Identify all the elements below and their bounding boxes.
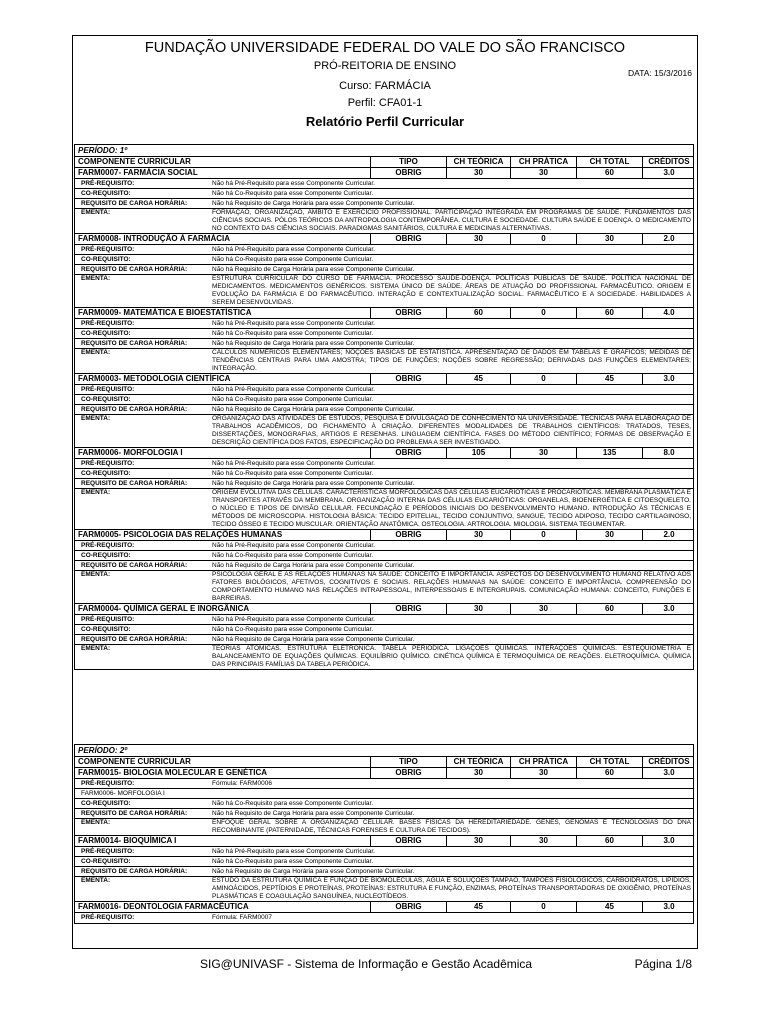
component-ch-pratica: 30 — [510, 168, 576, 178]
ementa-row — [75, 645, 693, 669]
component-row — [75, 604, 693, 615]
component-ch-teorica: 60 — [446, 308, 510, 318]
ementa-label: EMENTA: — [81, 275, 111, 282]
component-name: FARM0007- FARMÁCIA SOCIAL — [78, 168, 198, 177]
col-ch-pratica: CH PRÁTICA — [510, 157, 576, 167]
carga-label: REQUISITO DE CARGA HORÁRIA: — [81, 636, 188, 643]
component-creditos: 3.0 — [642, 768, 695, 778]
component-row — [75, 836, 693, 847]
pre-requisito-row — [75, 319, 693, 329]
component-ch-pratica: 0 — [510, 374, 576, 384]
component-ch-total: 30 — [576, 530, 642, 540]
pre-value: Não há Pré-Requisito para esse Componente Curricular. — [212, 542, 375, 549]
component-ch-teorica: 45 — [446, 374, 510, 384]
pre-label: PRÉ-REQUISITO: — [81, 460, 135, 467]
pre-value: Não há Pré-Requisito para esse Componente Curricular. — [212, 180, 375, 187]
component-ch-pratica: 30 — [510, 604, 576, 614]
col-ch-teorica: CH TEÓRICA — [446, 157, 510, 167]
co-label: CO-REQUISITO: — [81, 330, 131, 337]
pre-value: Não há Pré-Requisito para esse Componente Curricular. — [212, 460, 375, 467]
pre-label: PRÉ-REQUISITO: — [81, 780, 135, 787]
carga-row — [75, 809, 693, 819]
ementa-label: EMENTA: — [81, 645, 111, 652]
pre-value: Não há Pré-Requisito para esse Componente Curricular. — [212, 246, 375, 253]
pre-requisito-row — [75, 179, 693, 189]
pre-label: PRÉ-REQUISITO: — [81, 616, 135, 623]
carga-label: REQUISITO DE CARGA HORÁRIA: — [81, 480, 188, 487]
co-label: CO-REQUISITO: — [81, 256, 131, 263]
component-name: FARM0005- PSICOLOGIA DAS RELAÇÕES HUMANAS — [78, 530, 283, 539]
ementa-label: EMENTA: — [81, 349, 111, 356]
co-label: CO-REQUISITO: — [81, 552, 131, 559]
co-requisito-row — [75, 799, 693, 809]
ementa-row — [75, 275, 693, 308]
component-tipo: OBRIG — [370, 374, 446, 384]
component-ch-teorica: 30 — [446, 836, 510, 846]
component-tipo: OBRIG — [370, 768, 446, 778]
co-value: Não há Co-Requisito para esse Componente Curricular. — [212, 396, 374, 403]
pre-requisito-row — [75, 541, 693, 551]
curriculum-profile: Perfil: CFA01-1 — [347, 97, 423, 109]
ementa-value: ENFOQUE GERAL SOBRE A ORGANIZAÇÃO CELULAR. BASES FÍSICAS DA HEREDITARIEDADE. GENES, GENOMAS E TECNOLOGIAS DO DNA RECOMBINANTE (PATERNIDADE, TÉCNICAS FORENSES E CULTURA DE TECIDOS). — [212, 819, 691, 834]
carga-label: REQUISITO DE CARGA HORÁRIA: — [81, 810, 188, 817]
carga-row — [75, 867, 693, 877]
component-name: FARM0004- QUÍMICA GERAL E INORGÂNICA — [78, 604, 250, 613]
component-ch-pratica: 30 — [510, 448, 576, 458]
pre-requisito-row — [75, 779, 693, 789]
pre-requisito-detail: FARM0006- MORFOLOGIA I — [75, 789, 693, 799]
component-tipo: OBRIG — [370, 902, 446, 912]
carga-row — [75, 199, 693, 209]
component-ch-total: 60 — [576, 308, 642, 318]
pre-requisito-row — [75, 459, 693, 469]
col-componente: COMPONENTE CURRICULAR — [78, 157, 191, 166]
carga-value: Não há Requisito de Carga Horária para esse Componente Curricular. — [212, 810, 415, 817]
pre-value: Fórmula: FARM0007 — [212, 914, 272, 921]
co-label: CO-REQUISITO: — [81, 800, 131, 807]
carga-value: Não há Requisito de Carga Horária para esse Componente Curricular. — [212, 406, 415, 413]
col-ch-pratica: CH PRÁTICA — [510, 757, 576, 767]
pre-label: PRÉ-REQUISITO: — [81, 180, 135, 187]
component-ch-pratica: 30 — [510, 768, 576, 778]
pre-requisito-row — [75, 385, 693, 395]
component-name: FARM0008- INTRODUÇÃO À FARMÁCIA — [78, 234, 231, 243]
carga-value: Não há Requisito de Carga Horária para esse Componente Curricular. — [212, 636, 415, 643]
carga-row — [75, 339, 693, 349]
carga-row — [75, 479, 693, 489]
pre-value: Não há Pré-Requisito para esse Componente Curricular. — [212, 616, 375, 623]
component-ch-total: 135 — [576, 448, 642, 458]
course-name: Curso: FARMÁCIA — [339, 80, 431, 92]
co-requisito-row — [75, 551, 693, 561]
pre-value: Fórmula: FARM0006 — [212, 780, 272, 787]
ementa-row — [75, 349, 693, 374]
co-label: CO-REQUISITO: — [81, 858, 131, 865]
ementa-value: ORGANIZAÇÃO DAS ATIVIDADES DE ESTUDOS, PESQUISA E DIVULGAÇÃO DE CONHECIMENTO NA UNIVERSIDADE. TÉCNICAS PARA ELABORAÇÃO DE TRABALHOS ACADÊMICOS, DO FICHAMENTO À CRIAÇÃO. DIFERENTES MODALIDADES DE TRABALHOS CIENTÍFICOS: TRATADOS, TESES, DISSERTAÇÕES, MONOGRAFIAS, ARTIGOS E RESENHAS. LINGUAGEM CIENTÍFICA. FASES DO MÉTODO CIENTÍFICO; FORMAS DE OBSERVAÇÃO E DESCRIÇÃO CIENTÍFICA DOS FATOS, ESPECIFICAÇÃO DO PROBLEMA A SER INVESTIGADO. — [212, 415, 691, 446]
carga-row — [75, 405, 693, 415]
carga-row — [75, 635, 693, 645]
co-requisito-row — [75, 625, 693, 635]
carga-label: REQUISITO DE CARGA HORÁRIA: — [81, 200, 188, 207]
pre-value: Não há Pré-Requisito para esse Componente Curricular. — [212, 848, 375, 855]
carga-label: REQUISITO DE CARGA HORÁRIA: — [81, 562, 188, 569]
ementa-value: CÁLCULOS NUMÉRICOS ELEMENTARES; NOÇÕES BÁSICAS DE ESTATÍSTICA. APRESENTAÇÃO DE DADOS EM TABELAS E GRÁFICOS; MEDIDAS DE TENDÊNCIAS CENTRAIS PARA UMA AMOSTRA; TIPOS DE FUNÇÕES; NOÇÕES SOBRE REGRESSÃO; DERIVADAS DAS FUNÇÕES ELEMENTARES; INTEGRAÇÃO. — [212, 349, 691, 372]
system-name: SIG@UNIVASF - Sistema de Informação e Gestão Acadêmica — [200, 957, 533, 971]
pre-label: PRÉ-REQUISITO: — [81, 542, 135, 549]
component-ch-total: 60 — [576, 604, 642, 614]
pre-requisito-row — [75, 913, 693, 923]
component-tipo: OBRIG — [370, 234, 446, 244]
component-creditos: 3.0 — [642, 168, 695, 178]
component-creditos: 8.0 — [642, 448, 695, 458]
carga-value: Não há Requisito de Carga Horária para esse Componente Curricular. — [212, 340, 415, 347]
ementa-label: EMENTA: — [81, 415, 111, 422]
ementa-value: PSICOLOGIA GERAL E AS RELAÇÕES HUMANAS NA SAÚDE: CONCEITO E IMPORTÂNCIA. ASPECTOS DO DESENVOLVIMENTO HUMANO RELATIVO AOS FATORES BIOLÓGICOS, AFETIVOS, COGNITIVOS E SOCIAIS. RELAÇÕES HUMANAS NA SAÚDE: CONCEITO E IMPORTÂNCIA. COMPREENSÃO DO COMPORTAMENTO HUMANO NAS RELAÇÕES INTRAPESSOAL, INTERPESSOAIS E INTERGRUPAIS. COMUNICAÇÃO HUMANA: CONCEITO, FUNÇÕES E BARREIRAS. — [212, 571, 691, 602]
co-label: CO-REQUISITO: — [81, 626, 131, 633]
report-date: DATA: 15/3/2016 — [628, 68, 692, 78]
pre-label: PRÉ-REQUISITO: — [81, 914, 135, 921]
col-tipo: TIPO — [370, 157, 446, 167]
ementa-row — [75, 489, 693, 530]
component-tipo: OBRIG — [370, 836, 446, 846]
report-header — [72, 35, 698, 135]
component-row — [75, 768, 693, 779]
col-tipo: TIPO — [370, 757, 446, 767]
col-creditos: CRÉDITOS — [642, 757, 695, 767]
col-ch-total: CH TOTAL — [576, 757, 642, 767]
component-ch-teorica: 30 — [446, 604, 510, 614]
component-name: FARM0003- METODOLOGIA CIENTÍFICA — [78, 374, 231, 383]
component-name: FARM0009- MATEMÁTICA E BIOESTATÍSTICA — [78, 308, 252, 317]
co-value: Não há Co-Requisito para esse Componente Curricular. — [212, 858, 374, 865]
co-value: Não há Co-Requisito para esse Componente Curricular. — [212, 626, 374, 633]
ementa-label: EMENTA: — [81, 209, 111, 216]
component-tipo: OBRIG — [370, 604, 446, 614]
component-tipo: OBRIG — [370, 448, 446, 458]
department: PRÓ-REITORIA DE ENSINO — [313, 60, 457, 72]
co-requisito-row — [75, 255, 693, 265]
component-creditos: 3.0 — [642, 374, 695, 384]
pre-requisito-row — [75, 615, 693, 625]
component-name: FARM0006- MORFOLOGIA I — [78, 448, 183, 457]
ementa-label: EMENTA: — [81, 571, 111, 578]
col-componente: COMPONENTE CURRICULAR — [78, 757, 191, 766]
co-label: CO-REQUISITO: — [81, 190, 131, 197]
ementa-value: TEORIAS ATÔMICAS. ESTRUTURA ELETRÔNICA. TABELA PERIÓDICA. LIGAÇÕES QUÍMICAS. INTERAÇÕES QUÍMICAS. ESTEQUIOMETRIA E BALANCEAMENTO DE EQUAÇÕES QUÍMICAS. EQUILÍBRIO QUÍMICO. CINÉTICA QUÍMICA E TERMOQUÍMICA DE REAÇÕES. ELETROQUÍMICA. QUÍMICA DAS PRINCIPAIS FAMÍLIAS DA TABELA PERIÓDICA. — [212, 645, 691, 668]
co-requisito-row — [75, 329, 693, 339]
component-creditos: 3.0 — [642, 604, 695, 614]
ementa-label: EMENTA: — [81, 819, 111, 826]
ementa-row — [75, 819, 693, 836]
carga-value: Não há Requisito de Carga Horária para esse Componente Curricular. — [212, 562, 415, 569]
co-requisito-row — [75, 189, 693, 199]
institution-name: FUNDAÇÃO UNIVERSIDADE FEDERAL DO VALE DO SÃO FRANCISCO — [144, 40, 626, 56]
ementa-row — [75, 415, 693, 448]
pre-value: Não há Pré-Requisito para esse Componente Curricular. — [212, 386, 375, 393]
component-ch-pratica: 0 — [510, 308, 576, 318]
ementa-value: FORMAÇÃO, ORGANIZAÇÃO, ÂMBITO E EXERCÍCIO PROFISSIONAL. PARTICIPAÇÃO INTEGRADA EM PROGRAMAS DE SAÚDE. FUNDAMENTOS DAS CIÊNCIAS SOCIAIS. PÓLOS TEÓRICOS DA ANTROPOLOGIA CONTEMPORÂNEA. CULTURA E SOCIEDADE. CULTURA SAÚDE E DOENÇA. O MEDICAMENTO NO CONTEXTO DAS CIÊNCIAS SOCIAIS. PARADIGMAS SANITÁRIOS, CULTURA E MEDICINAS ALTERNATIVAS. — [212, 209, 691, 232]
ementa-value: ESTRUTURA CURRICULAR DO CURSO DE FARMÁCIA. PROCESSO SAÚDE-DOENÇA. POLÍTICAS PÚBLICAS DE SAÚDE. POLÍTICA NACIONAL DE MEDICAMENTOS. MEDICAMENTOS GENÉRICOS. SISTEMA ÚNICO DE SAÚDE. ÁREAS DE ATUAÇÃO DO PROFISSIONAL FARMACÊUTICO. ORIGEM E EVOLUÇÃO DA FARMÁCIA E DO FARMACÊUTICO. INTERAÇÃO E CONTEXTUALIZAÇÃO SOCIAL. FARMACÊUTICO E A SOCIEDADE. HABILIDADES A SEREM DESENVOLVIDAS. — [212, 275, 691, 306]
component-tipo: OBRIG — [370, 168, 446, 178]
component-creditos: 4.0 — [642, 308, 695, 318]
ementa-label: EMENTA: — [81, 489, 111, 496]
component-ch-pratica: 0 — [510, 530, 576, 540]
co-requisito-row — [75, 469, 693, 479]
pre-value: Não há Pré-Requisito para esse Componente Curricular. — [212, 320, 375, 327]
carga-row — [75, 265, 693, 275]
component-ch-teorica: 30 — [446, 768, 510, 778]
component-ch-total: 60 — [576, 768, 642, 778]
pre-label: PRÉ-REQUISITO: — [81, 320, 135, 327]
carga-label: REQUISITO DE CARGA HORÁRIA: — [81, 406, 188, 413]
carga-value: Não há Requisito de Carga Horária para esse Componente Curricular. — [212, 480, 415, 487]
component-row — [75, 234, 693, 245]
component-ch-teorica: 30 — [446, 168, 510, 178]
period-title: PERÍODO: 1º — [75, 145, 693, 157]
component-row — [75, 530, 693, 541]
component-ch-pratica: 0 — [510, 234, 576, 244]
co-value: Não há Co-Requisito para esse Componente Curricular. — [212, 552, 374, 559]
component-name: FARM0016- DEONTOLOGIA FARMACÊUTICA — [78, 902, 249, 911]
component-ch-pratica: 30 — [510, 836, 576, 846]
co-label: CO-REQUISITO: — [81, 396, 131, 403]
carga-row — [75, 561, 693, 571]
carga-label: REQUISITO DE CARGA HORÁRIA: — [81, 868, 188, 875]
carga-label: REQUISITO DE CARGA HORÁRIA: — [81, 266, 188, 273]
component-tipo: OBRIG — [370, 530, 446, 540]
pre-label: PRÉ-REQUISITO: — [81, 246, 135, 253]
col-creditos: CRÉDITOS — [642, 157, 695, 167]
co-requisito-row — [75, 857, 693, 867]
col-ch-total: CH TOTAL — [576, 157, 642, 167]
component-name: FARM0014- BIOQUÍMICA I — [78, 836, 177, 845]
component-name: FARM0015- BIOLOGIA MOLECULAR E GENÉTICA — [78, 768, 268, 777]
carga-value: Não há Requisito de Carga Horária para esse Componente Curricular. — [212, 266, 415, 273]
component-creditos: 2.0 — [642, 530, 695, 540]
co-label: CO-REQUISITO: — [81, 470, 131, 477]
component-ch-teorica: 30 — [446, 234, 510, 244]
component-row — [75, 308, 693, 319]
pre-requisito-row — [75, 847, 693, 857]
component-ch-pratica: 0 — [510, 902, 576, 912]
carga-label: REQUISITO DE CARGA HORÁRIA: — [81, 340, 188, 347]
co-value: Não há Co-Requisito para esse Componente Curricular. — [212, 256, 374, 263]
column-header-row — [75, 157, 693, 168]
component-ch-total: 60 — [576, 168, 642, 178]
component-ch-total: 45 — [576, 902, 642, 912]
component-row — [75, 374, 693, 385]
component-ch-teorica: 45 — [446, 902, 510, 912]
component-creditos: 3.0 — [642, 836, 695, 846]
co-requisito-row — [75, 395, 693, 405]
component-ch-total: 60 — [576, 836, 642, 846]
ementa-row — [75, 571, 693, 604]
component-ch-teorica: 30 — [446, 530, 510, 540]
pre-label: PRÉ-REQUISITO: — [81, 848, 135, 855]
ementa-value: ORIGEM EVOLUTIVA DAS CÉLULAS. CARACTERÍSTICAS MORFOLÓGICAS DAS CÉLULAS EUCARIÓTICAS E PROCARIÓTICAS. MEMBRANA PLASMÁTICA E TRANSPORTES ATRAVÉS DA MEMBRANA. ORGANIZAÇÃO INTERNA DAS CÉLULAS EUCARIÓTICAS: ORGANELAS, BIOENERGÉTICA E CITOESQUELETO. O NÚCLEO E TIPOS DE DIVISÃO CELULAR. FECUNDAÇÃO E PERÍODOS INICIAIS DO DESENVOLVIMENTO HUMANO. INTRODUÇÃO ÀS TÉCNICAS E MÉTODOS DE MICROSCOPIA. HISTOLOGIA BÁSICA: TECIDO EPITELIAL, TECIDO CONJUNTIVO, SANGUE, TECIDO ADIPOSO, TECIDO CARTILAGINOSO, TECIDO ÓSSEO E TECIDO MUSCULAR. ORIENTAÇÃO ANATÔMICA. OSTEOLOGIA. ARTROLOGIA. MIOLOGIA. SISTEMA TEGUMENTAR. — [212, 489, 691, 528]
period-section — [74, 744, 694, 924]
component-row — [75, 448, 693, 459]
component-row — [75, 902, 693, 913]
page-number: Página 1/8 — [634, 957, 692, 971]
component-row — [75, 168, 693, 179]
pre-requisito-row — [75, 245, 693, 255]
ementa-row — [75, 877, 693, 902]
component-ch-total: 45 — [576, 374, 642, 384]
component-creditos: 3.0 — [642, 902, 695, 912]
ementa-label: EMENTA: — [81, 877, 111, 884]
component-ch-total: 30 — [576, 234, 642, 244]
component-tipo: OBRIG — [370, 308, 446, 318]
component-creditos: 2.0 — [642, 234, 695, 244]
column-header-row — [75, 757, 693, 768]
component-ch-teorica: 105 — [446, 448, 510, 458]
period-title: PERÍODO: 2º — [75, 745, 693, 757]
report-title: Relatório Perfil Curricular — [305, 114, 465, 129]
col-ch-teorica: CH TEÓRICA — [446, 757, 510, 767]
ementa-row — [75, 209, 693, 234]
period-section — [74, 144, 694, 670]
pre-label: PRÉ-REQUISITO: — [81, 386, 135, 393]
co-value: Não há Co-Requisito para esse Componente Curricular. — [212, 470, 374, 477]
carga-value: Não há Requisito de Carga Horária para esse Componente Curricular. — [212, 200, 415, 207]
carga-value: Não há Requisito de Carga Horária para esse Componente Curricular. — [212, 868, 415, 875]
co-value: Não há Co-Requisito para esse Componente Curricular. — [212, 800, 374, 807]
co-value: Não há Co-Requisito para esse Componente Curricular. — [212, 190, 374, 197]
ementa-value: ESTUDO DA ESTRUTURA QUÍMICA E FUNÇÃO DE BIOMOLÉCULAS, ÁGUA E SOLUÇÕES TAMPÃO, TAMPÕES FISIOLÓGICOS, CARBOIDRATOS, LIPÍDIOS, AMINOÁCIDOS, PEPTÍDIOS E PROTEÍNAS, PROTEÍNAS: ESTRUTURA E FUNÇÃO, ENZIMAS, PROTEÍNAS TRANSPORTADORAS DE OXIGÊNIO, PROTEÍNAS PLASMÁTICAS E COAGULAÇÃO SANGUÍNEA, NUCLEOTÍDEOS. — [212, 877, 691, 900]
co-value: Não há Co-Requisito para esse Componente Curricular. — [212, 330, 374, 337]
